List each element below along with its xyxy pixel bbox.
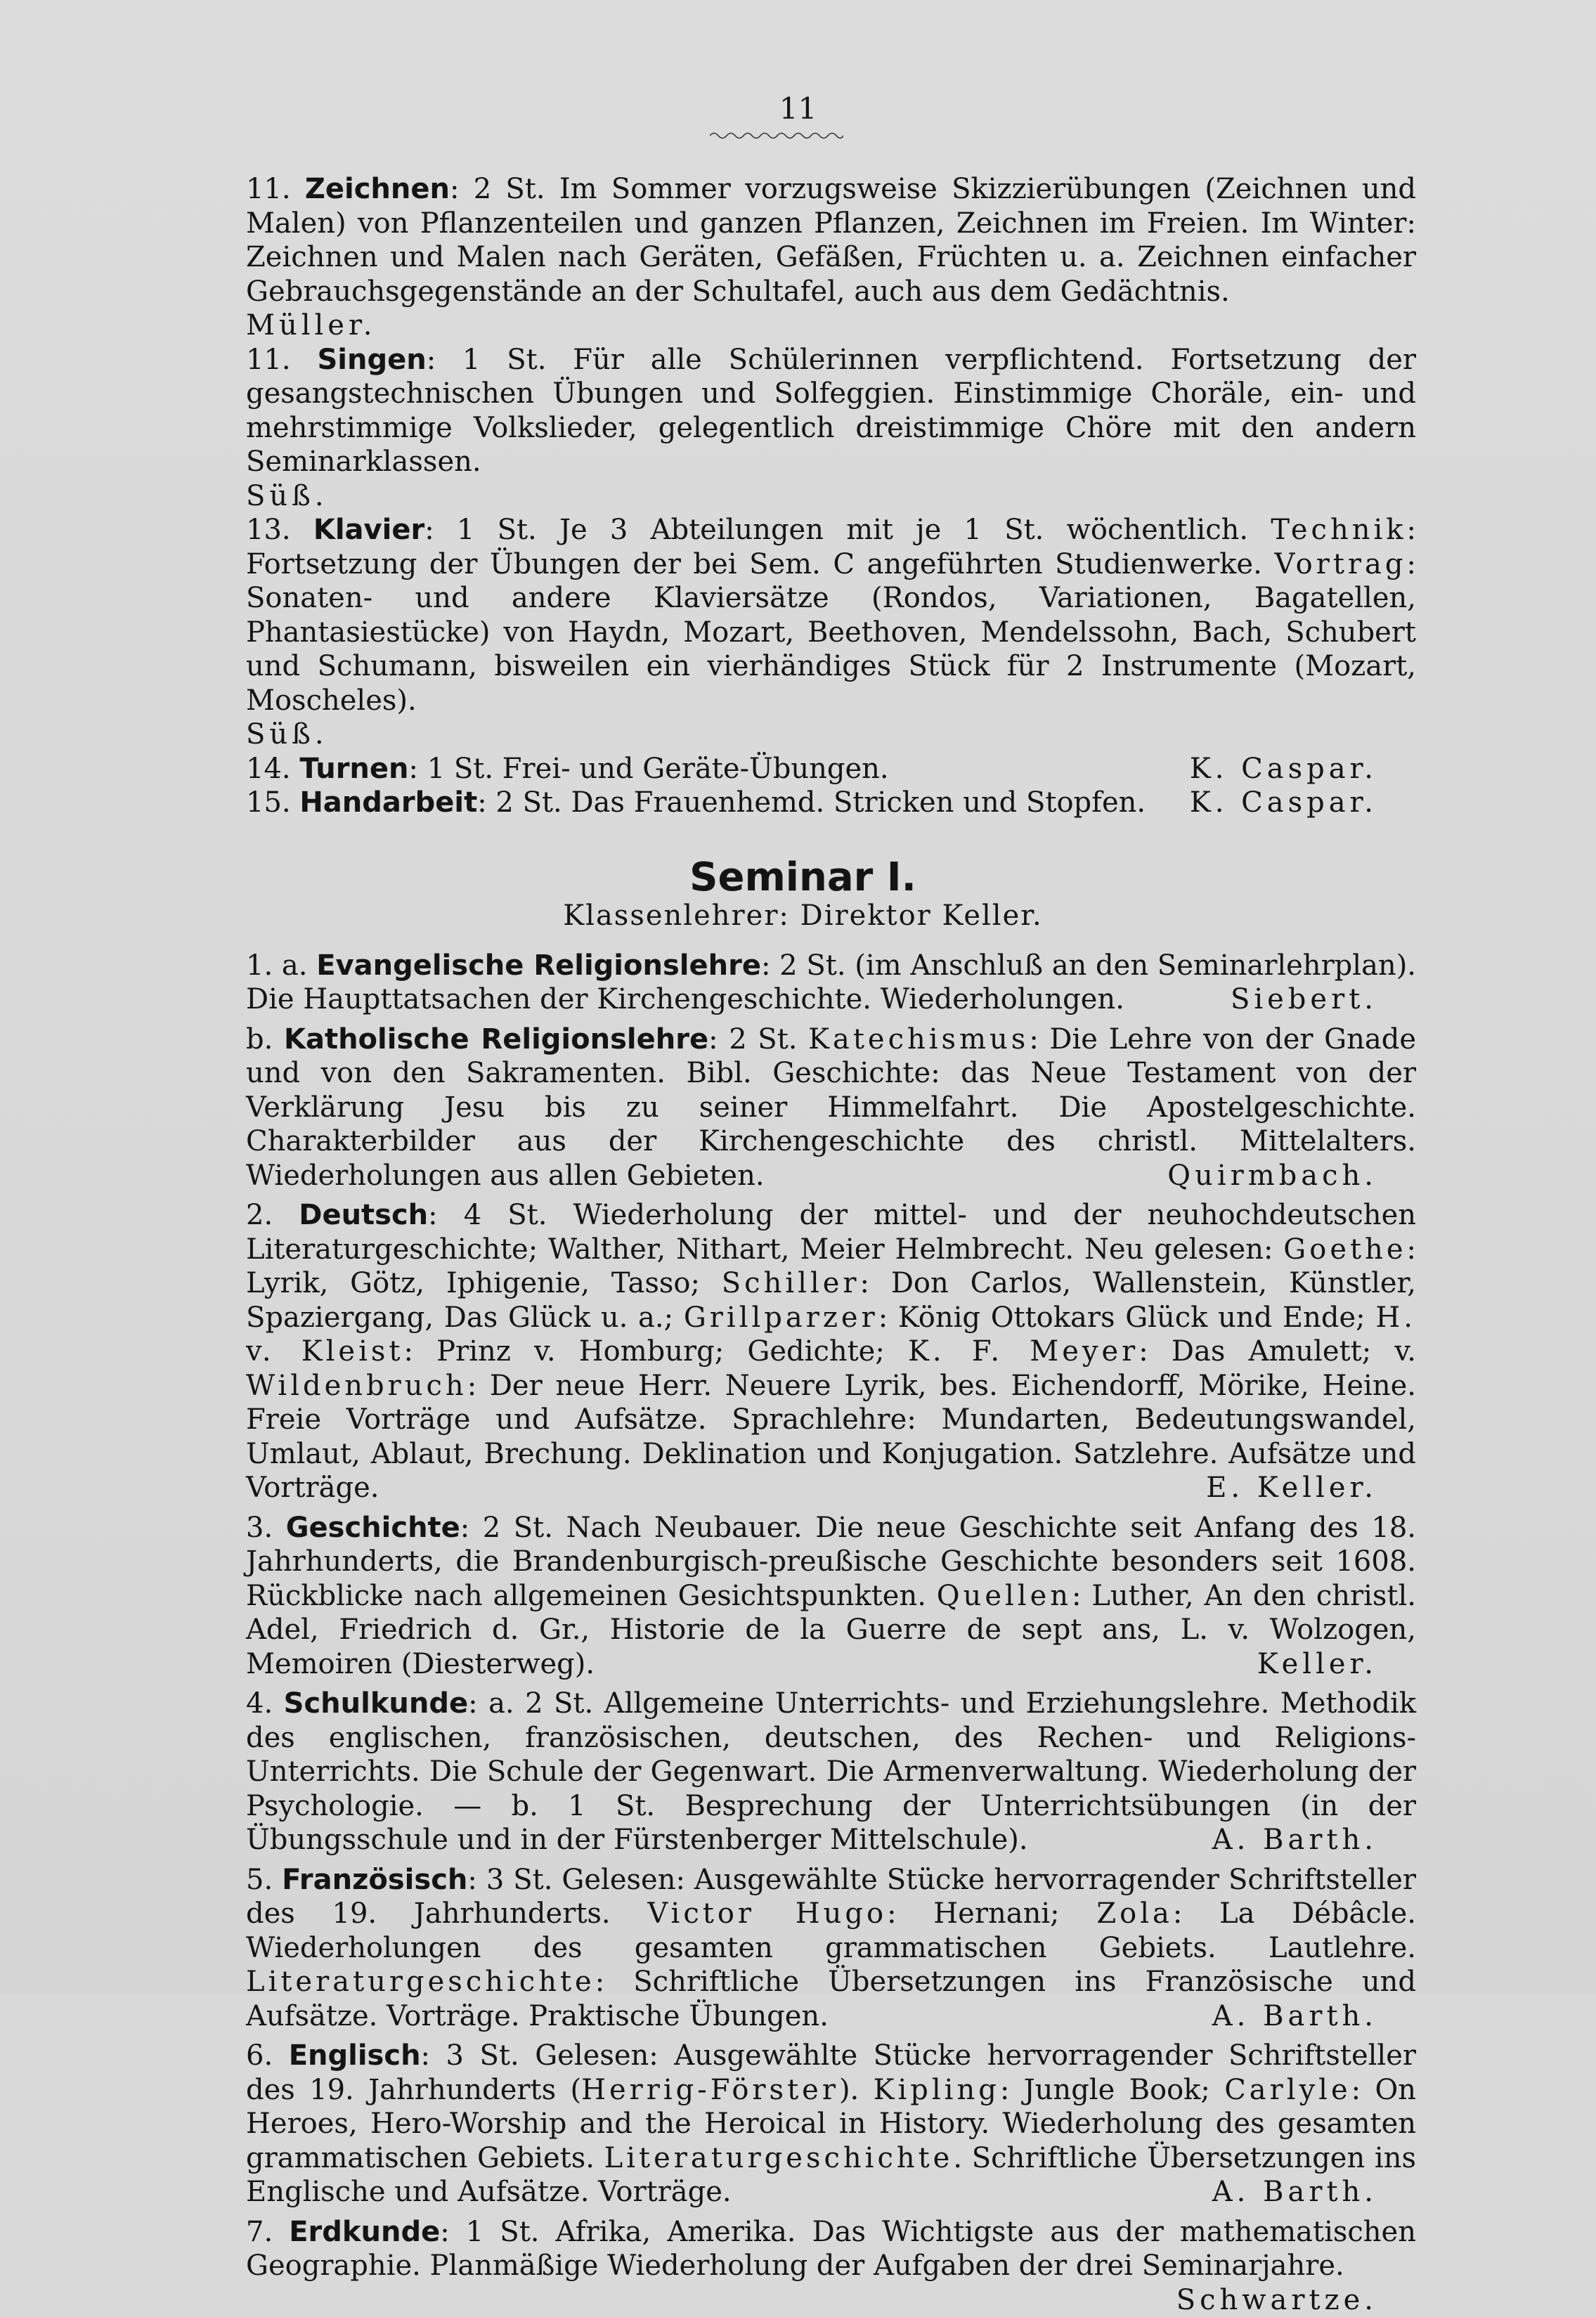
teacher-name: A. Barth. [1212,2175,1416,2209]
page-number-ornament [710,131,843,141]
entry-handarbeit: 15. Handarbeit: 2 St. Das Frauenhemd. Stricken und Stopfen. K. Caspar. [134,786,1416,820]
entry-heading: Englisch [289,2039,421,2072]
teacher-name: Quirmbach. [1167,1159,1416,1193]
entry-heading: Zeichnen [305,173,450,205]
page-number: 11 [0,91,1596,126]
entry-franzoesisch: 5. Französisch: 3 St. Gelesen: Ausgewählte Stücke hervorragender Schriftsteller des 19. Jahrhunderts. Victor Hugo: Hernani; Zola: La Débâcle. Wiederholungen des gesamten grammatischen Gebiets. Lautlehre. Literaturgeschichte: Schriftliche Übersetzungen ins Französische und Aufsätze. Vorträge. Praktische Übungen. A. Barth. [134,1863,1416,2034]
page-content [134,172,1416,2317]
teacher-name: E. Keller. [1206,1471,1416,1505]
entry-heading: Singen [317,344,426,376]
entry-schulkunde: 4. Schulkunde: a. 2 St. Allgemeine Unterrichts- und Erziehungslehre. Methodik des englischen, französischen, deutschen, des Rechen- und Religions-Unterrichts. Die Schule der Gegenwart. Die Armenverwaltung. Wiederholung der Psychologie. — b. 1 St. Besprechung der Unterrichtsübungen (in der Übungsschule und in der Fürstenberger Mittelschule). A. Barth. [134,1687,1416,1857]
teacher-name: A. Barth. [1212,1823,1416,1857]
entry-klavier: 13. Klavier: 1 St. Je 3 Abteilungen mit je 1 St. wöchentlich. Technik: Fortsetzung der Übungen der bei Sem. C angeführten Studienwerke. Vortrag: Sonaten- und andere Klaviersätze (Rondos, Variationen, Bagatellen, Phantasiestücke) von Haydn, Mozart, Beethoven, Mendelssohn, Bach, Schubert und Schumann, bisweilen ein vierhändiges Stück für 2 Instrumente (Mozart, Moscheles). Süß. [134,513,1416,752]
entry-katholische-religionslehre: b. Katholische Religionslehre: 2 St. Katechismus: Die Lehre von der Gnade und von den Sakramenten. Bibl. Geschichte: das Neue Testament von der Verklärung Jesu bis zu seiner Himmelfahrt. Die Apostelgeschichte. Charakterbilder aus der Kirchengeschichte des christl. Mittelalters. Wiederholungen aus allen Gebieten. Quirmbach. [134,1023,1416,1193]
entry-erdkunde: 7. Erdkunde: 1 St. Afrika, Amerika. Das Wichtigste aus der mathematischen Geographie. Planmäßige Wiederholung der Aufgaben der drei Seminarjahre. Schwartze. [134,2215,1416,2283]
entry-heading: Französisch [282,1864,467,1896]
teacher-name: Müller. [246,309,1416,343]
entry-heading: Handarbeit [299,786,477,819]
entry-heading: Turnen [299,753,408,785]
class-teacher: Klassenlehrer: Direktor Keller. [134,899,1416,933]
teacher-name: Keller. [1257,1647,1416,1682]
entry-heading: Katholische Religionslehre [284,1023,708,1056]
entry-heading: Geschichte [286,1512,460,1544]
teacher-name: Süß. [246,479,1416,514]
entry-heading: Evangelische Religionslehre [316,949,761,982]
entry-deutsch: 2. Deutsch: 4 St. Wiederholung der mittel- und der neuhochdeutschen Literaturgeschichte; Walther, Nithart, Meier Helmbrecht. Neu gelesen: Goethe: Lyrik, Götz, Iphigenie, Tasso; Schiller: Don Carlos, Wallenstein, Künstler, Spaziergang, Das Glück u. a.; Grillparzer: König Ottokars Glück und Ende; H. v. Kleist: Prinz v. Homburg; Gedichte; K. F. Meyer: Das Amulett; v. Wildenbruch: Der neue Herr. Neuere Lyrik, bes. Eichendorff, Mörike, Heine. Freie Vorträge und Aufsätze. Sprachlehre: Mundarten, Bedeutungswandel, Umlaut, Ablaut, Brechung. Deklination und Konjugation. Satzlehre. Aufsätze und Vorträge. E. Keller. [134,1198,1416,1505]
entry-heading: Erdkunde [289,2216,440,2248]
entry-heading: Klavier [313,514,424,546]
teacher-name: Schwartze. [1176,2283,1416,2317]
entry-englisch: 6. Englisch: 3 St. Gelesen: Ausgewählte Stücke hervorragender Schriftsteller des 19. Jahrhunderts (Herrig-Förster). Kipling: Jungle Book; Carlyle: On Heroes, Hero-Worship and the Heroical in History. Wiederholung des gesamten grammatischen Gebiets. Literaturgeschichte. Schriftliche Übersetzungen ins Englische und Aufsätze. Vorträge. A. Barth. [134,2039,1416,2209]
entry-heading: Deutsch [299,1199,428,1231]
entry-geschichte: 3. Geschichte: 2 St. Nach Neubauer. Die neue Geschichte seit Anfang des 18. Jahrhunderts, die Brandenburgisch-preußische Geschichte besonders seit 1608. Rückblicke nach allgemeinen Gesichtspunkten. Quellen: Luther, An den christl. Adel, Friedrich d. Gr., Historie de la Guerre de sept ans, L. v. Wolzogen, Memoiren (Diesterweg). Keller. [134,1511,1416,1682]
teacher-name: Siebert. [1231,982,1416,1017]
entry-zeichnen: 11. Zeichnen: 2 St. Im Sommer vorzugsweise Skizzierübungen (Zeichnen und Malen) von Pflanzenteilen und ganzen Pflanzen, Zeichnen im Freien. Im Winter: Zeichnen und Malen nach Geräten, Gefäßen, Früchten u. a. Zeichnen einfacher Gebrauchsgegenstände an der Schultafel, auch aus dem Gedächtnis. Müller. [134,172,1416,343]
entry-turnen: 14. Turnen: 1 St. Frei- und Geräte-Übungen. K. Caspar. [134,752,1416,786]
teacher-name: K. Caspar. [1190,752,1416,786]
entry-singen: 11. Singen: 1 St. Für alle Schülerinnen verpflichtend. Fortsetzung der gesangstechnischen Übungen und Solfeggien. Einstimmige Choräle, ein- und mehrstimmige Volkslieder, gelegentlich dreistimmige Chöre mit den andern Seminarklassen. Süß. [134,343,1416,514]
teacher-name: K. Caspar. [1190,786,1416,820]
teacher-name: Süß. [246,718,1416,752]
entry-heading: Schulkunde [284,1687,469,1720]
teacher-name: A. Barth. [1212,1999,1416,2034]
section-title: Seminar I. [134,861,1416,895]
entry-evangelische-religionslehre: 1. a. Evangelische Religionslehre: 2 St. (im Anschluß an den Seminarlehrplan). Die Haupttatsachen der Kirchengeschichte. Wiederholungen. Siebert. [134,949,1416,1017]
